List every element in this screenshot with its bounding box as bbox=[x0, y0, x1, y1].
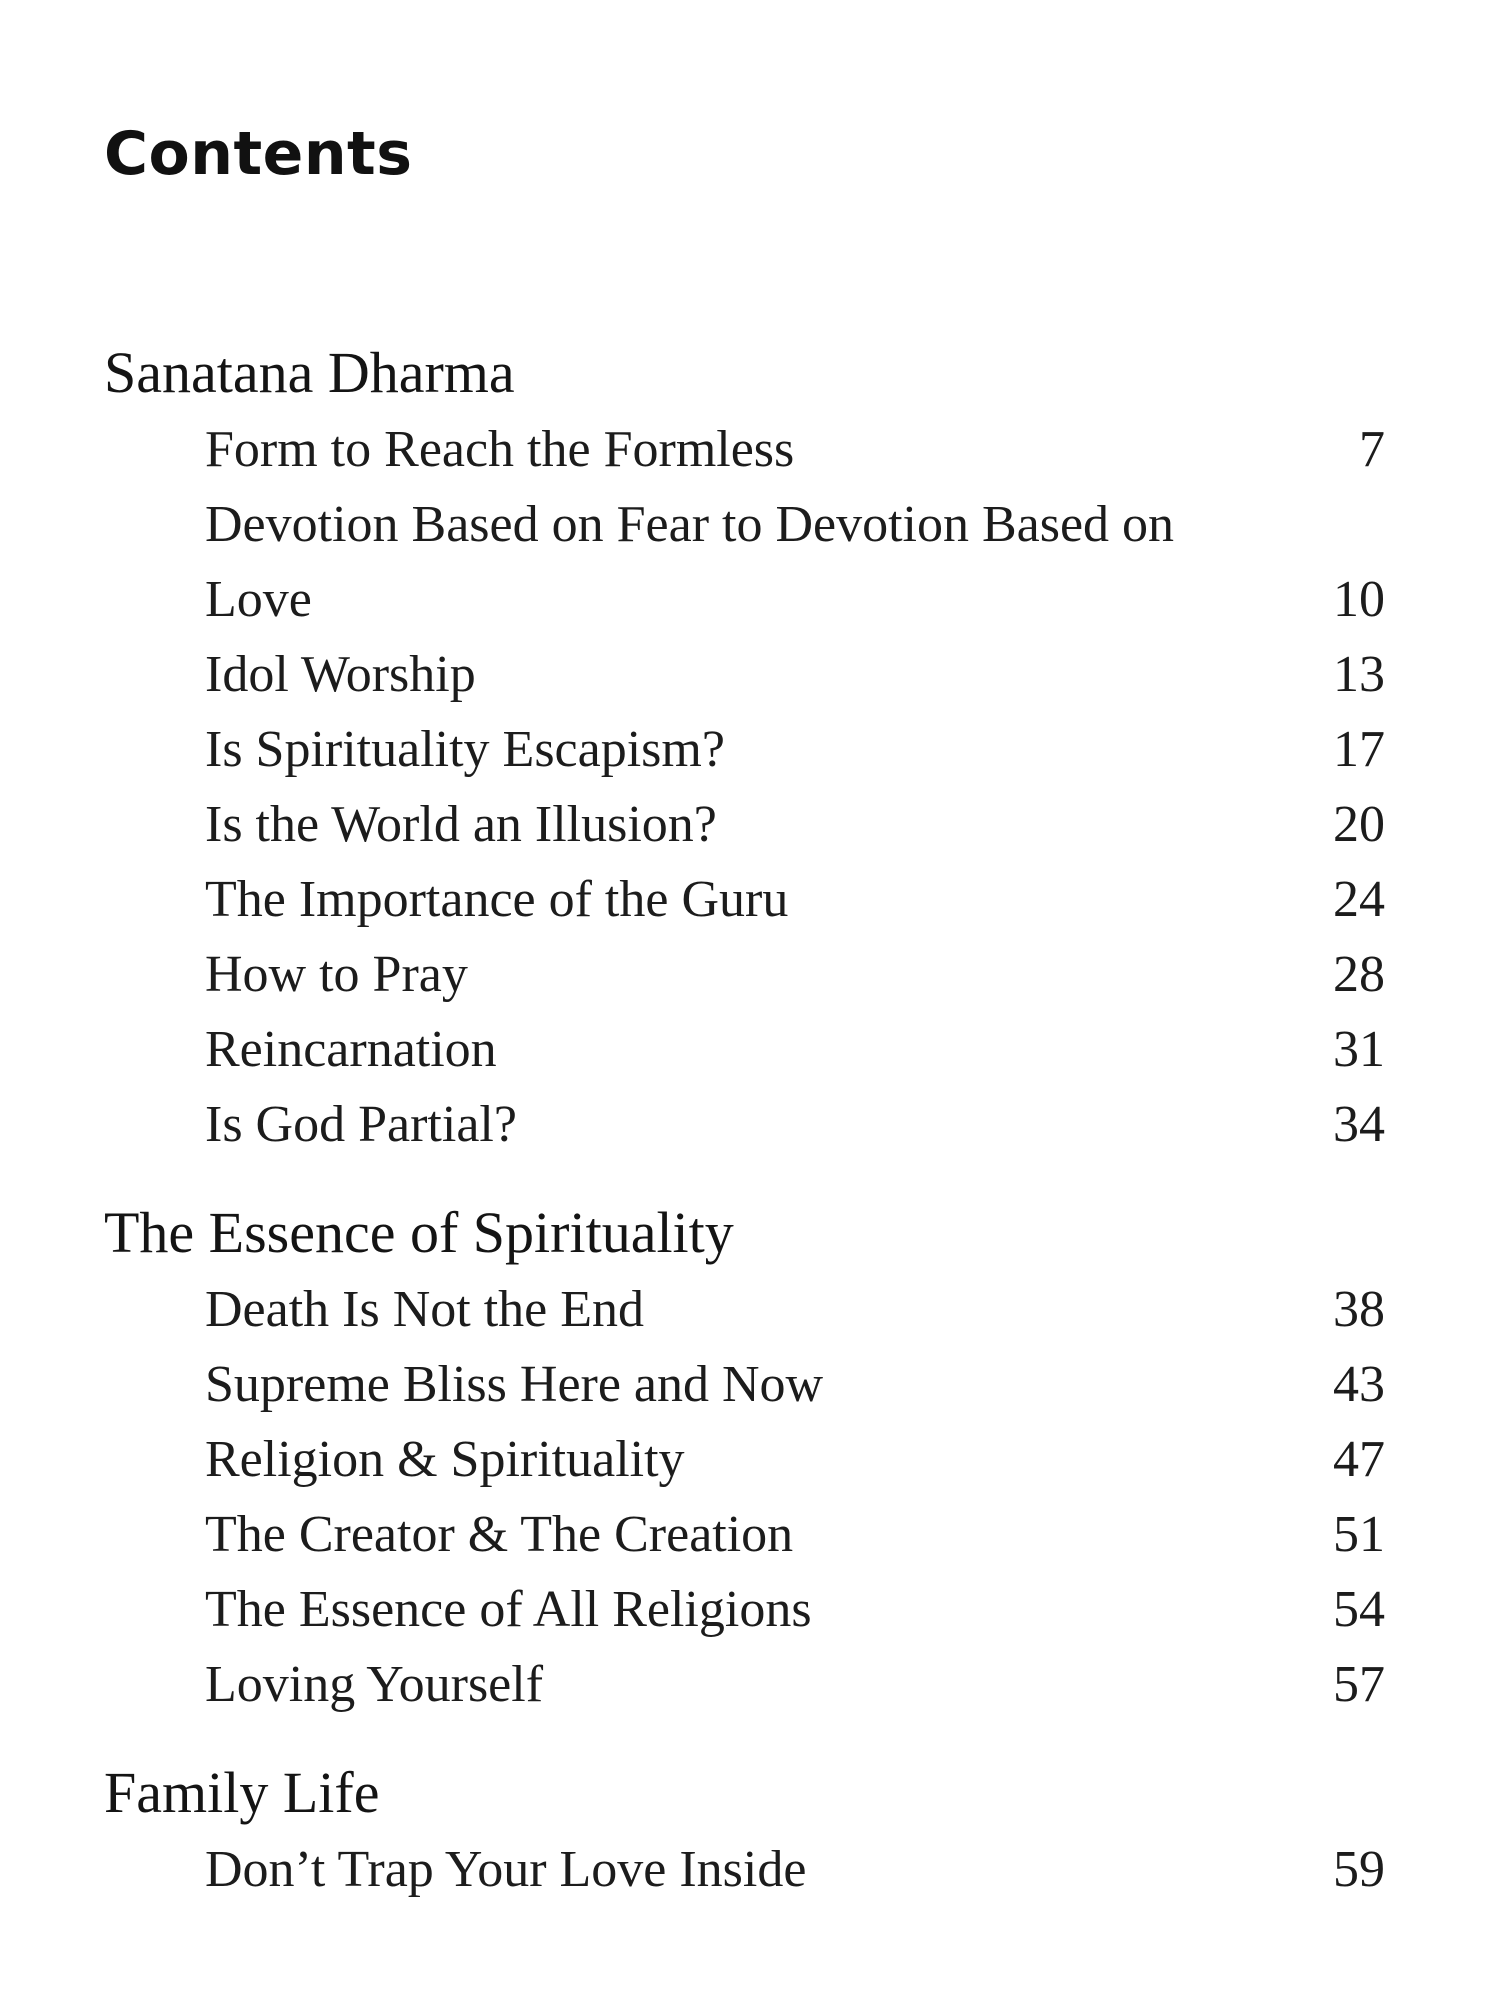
section-title: The Essence of Spirituality bbox=[104, 1200, 734, 1265]
toc-entry-title: Don’t Trap Your Love Inside bbox=[205, 1841, 807, 1898]
toc-entry-title: Loving Yourself bbox=[205, 1656, 544, 1713]
toc-entry[interactable] bbox=[205, 1647, 1385, 1722]
toc-entry-title: Form to Reach the Formless bbox=[205, 421, 795, 478]
toc-entry-title: Idol Worship bbox=[205, 646, 476, 703]
section-title: Sanatana Dharma bbox=[104, 340, 515, 405]
toc-entry-page: 34 bbox=[1333, 1096, 1385, 1153]
toc-entry-title: Is Spirituality Escapism? bbox=[205, 721, 725, 778]
toc-entry[interactable] bbox=[205, 1087, 1385, 1162]
toc-entry[interactable] bbox=[205, 1012, 1385, 1087]
toc-entry[interactable] bbox=[205, 637, 1385, 712]
toc-entry[interactable] bbox=[205, 1572, 1385, 1647]
toc-entry-page: 28 bbox=[1333, 946, 1385, 1003]
toc-entry-page: 57 bbox=[1333, 1656, 1385, 1713]
toc-entry[interactable] bbox=[205, 1832, 1385, 1907]
toc-entry-title: The Creator & The Creation bbox=[205, 1506, 794, 1563]
toc-entry-title: Supreme Bliss Here and Now bbox=[205, 1356, 824, 1413]
toc-entry-page: 17 bbox=[1333, 721, 1385, 778]
toc-entry[interactable] bbox=[205, 1422, 1385, 1497]
toc-entry-title: Is the World an Illusion? bbox=[205, 796, 717, 853]
toc-entry[interactable] bbox=[205, 1497, 1385, 1572]
toc-entry-page: 24 bbox=[1333, 871, 1385, 928]
toc-entry-title: The Importance of the Guru bbox=[205, 871, 789, 928]
toc-entry-page: 31 bbox=[1333, 1021, 1385, 1078]
toc-entry-title: Love bbox=[205, 571, 312, 628]
toc-entry-page: 51 bbox=[1333, 1506, 1385, 1563]
toc-entry[interactable] bbox=[205, 787, 1385, 862]
toc-entry-title: Reincarnation bbox=[205, 1021, 497, 1078]
toc-entry[interactable] bbox=[205, 487, 1385, 562]
toc-entry-title: Is God Partial? bbox=[205, 1096, 517, 1153]
toc-entry-page: 54 bbox=[1333, 1581, 1385, 1638]
toc-entry[interactable] bbox=[205, 1272, 1385, 1347]
toc-entry-page: 13 bbox=[1333, 646, 1385, 703]
toc-entry-title: How to Pray bbox=[205, 946, 468, 1003]
section-title: Family Life bbox=[104, 1760, 380, 1825]
toc-entry[interactable] bbox=[205, 937, 1385, 1012]
toc-entry-title: Devotion Based on Fear to Devotion Based on bbox=[205, 496, 1175, 553]
toc-entry-page: 59 bbox=[1333, 1841, 1385, 1898]
toc-entry-page: 10 bbox=[1333, 571, 1385, 628]
toc-entry-title: Death Is Not the End bbox=[205, 1281, 645, 1338]
toc-entry[interactable] bbox=[205, 862, 1385, 937]
page-heading: Contents bbox=[104, 119, 413, 189]
toc-entry-page: 43 bbox=[1333, 1356, 1385, 1413]
toc-entry[interactable] bbox=[205, 1347, 1385, 1422]
toc-entry-page: 38 bbox=[1333, 1281, 1385, 1338]
toc-entry-page: 47 bbox=[1333, 1431, 1385, 1488]
toc-entry-title: Religion & Spirituality bbox=[205, 1431, 685, 1488]
toc-entry-page: 7 bbox=[1359, 421, 1385, 478]
toc-entry[interactable] bbox=[205, 712, 1385, 787]
toc-entry[interactable] bbox=[205, 562, 1385, 637]
toc-entry-page: 20 bbox=[1333, 796, 1385, 853]
toc-entry-title: The Essence of All Religions bbox=[205, 1581, 812, 1638]
toc-entry[interactable] bbox=[205, 412, 1385, 487]
